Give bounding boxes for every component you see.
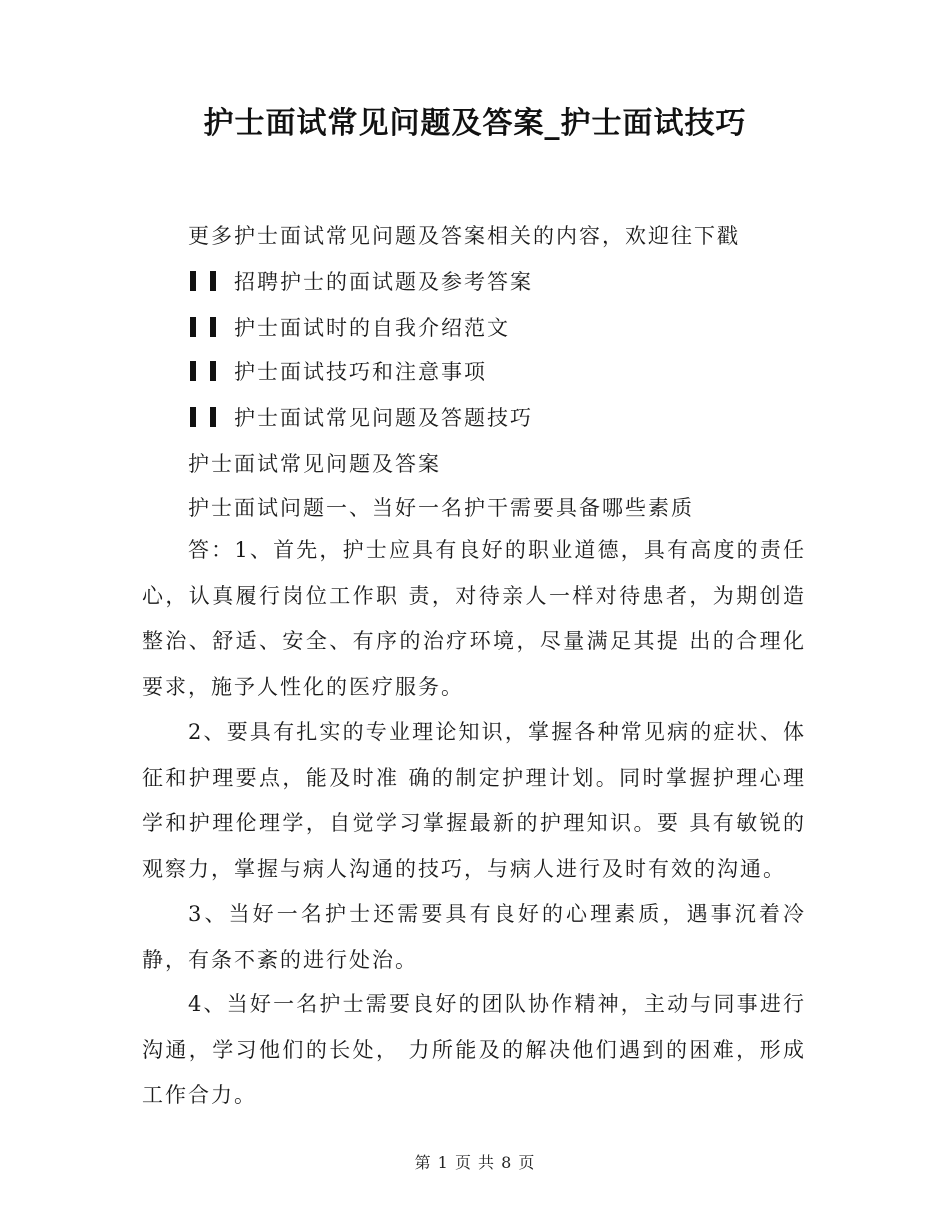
- answer-paragraph-3: 3、当好一名护士还需要具有良好的心理素质，遇事沉着冷静，有条不紊的进行处治。: [142, 902, 806, 972]
- bullet-marker-icon: [188, 406, 218, 428]
- related-link-1[interactable]: [188, 266, 533, 296]
- related-link-label: 护士面试技巧和注意事项: [234, 360, 487, 384]
- answer-paragraph-2: 2、要具有扎实的专业理论知识，掌握各种常见病的症状、体征和护理要点，能及时准 确的制定护理计划。同时掌握护理心理学和护理伦理学，自觉学习掌握最新的护理知识。要 具有敏锐的观察力，掌握与病人沟通的技巧，与病人进行及时有效的沟通。: [142, 720, 806, 881]
- page-title: 护士面试常见问题及答案_护士面试技巧: [203, 106, 747, 141]
- section-heading: 护士面试常见问题及答案: [188, 452, 441, 476]
- answer-paragraph-1: 答：1、首先，护士应具有良好的职业道德，具有高度的责任心，认真履行岗位工作职 责，对待亲人一样对待患者，为期创造整治、舒适、安全、有序的治疗环境，尽量满足其提 出的合理化要求，施予人性化的医疗服务。: [142, 538, 806, 699]
- related-link-label: 招聘护士的面试题及参考答案: [234, 270, 533, 294]
- intro-text: 更多护士面试常见问题及答案相关的内容，欢迎往下戳: [188, 224, 740, 248]
- answer-paragraph-4: 4、当好一名护士需要良好的团队协作精神，主动与同事进行沟通，学习他们的长处， 力所能及的解决他们遇到的困难，形成工作合力。: [142, 992, 806, 1107]
- related-link-4[interactable]: [188, 402, 533, 432]
- related-link-label: 护士面试常见问题及答题技巧: [234, 406, 533, 430]
- bullet-marker-icon: [188, 316, 218, 338]
- related-link-label: 护士面试时的自我介绍范文: [234, 316, 510, 340]
- bullet-marker-icon: [188, 270, 218, 292]
- page-footer: 第 1 页 共 8 页: [414, 1153, 536, 1172]
- bullet-marker-icon: [188, 360, 218, 382]
- related-link-3[interactable]: [188, 356, 487, 386]
- related-link-2[interactable]: [188, 312, 510, 342]
- question-heading: 护士面试问题一、当好一名护干需要具备哪些素质: [188, 496, 694, 520]
